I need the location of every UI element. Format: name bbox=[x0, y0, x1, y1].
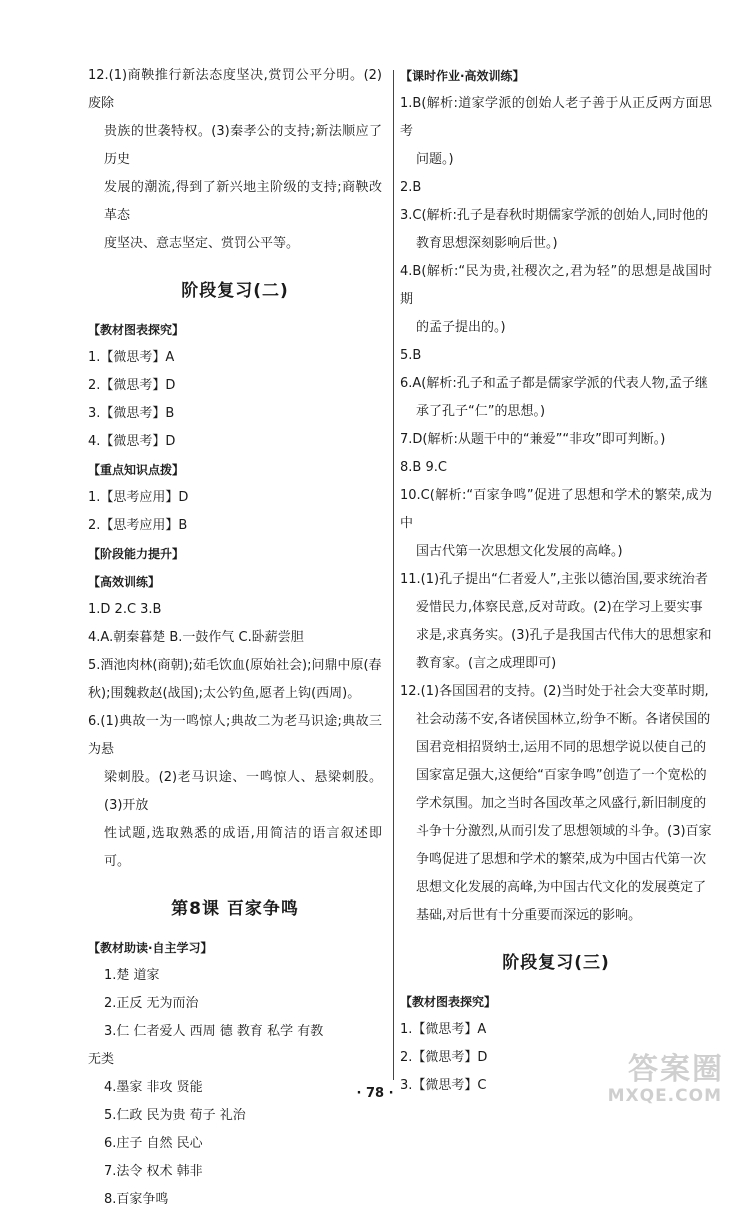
page-number: · 78 · bbox=[356, 1086, 394, 1101]
answer-line: 1.B(解析:道家学派的创始人老子善于从正反两方面思考 bbox=[400, 96, 712, 139]
answer-line: 斗争十分激烈,从而引发了思想领域的斗争。(3)百家 bbox=[416, 824, 712, 839]
answer-line: 的孟子提出的。) bbox=[416, 320, 506, 335]
answer-line: 教育家。(言之成理即可) bbox=[416, 656, 557, 671]
answer-line: 6.庄子 自然 民心 bbox=[104, 1136, 203, 1151]
answer-line: 1.【微思考】A bbox=[88, 350, 175, 365]
answer-line: 国君竞相招贤纳士,运用不同的思想学说以使自己的 bbox=[416, 740, 707, 755]
watermark bbox=[588, 1038, 728, 1110]
answer-line: 6.A(解析:孔子和孟子都是儒家学派的代表人物,孟子继 bbox=[400, 376, 708, 391]
answer-line: 2.【微思考】D bbox=[400, 1050, 488, 1065]
answer-line: 4.B(解析:“民为贵,社稷次之,君为轻”的思想是战国时期 bbox=[400, 264, 712, 307]
answer-line: 承了孔子“仁”的思想。) bbox=[416, 404, 546, 419]
answer-line: 3.【微思考】B bbox=[88, 406, 175, 421]
answer-line: 7.D(解析:从题干中的“兼爱”“非攻”即可判断。) bbox=[400, 432, 666, 447]
answer-line: 6.(1)典故一为一鸣惊人;典故二为老马识途;典故三为悬 bbox=[88, 714, 382, 757]
answer-line: 度坚决、意志坚定、赏罚公平等。 bbox=[104, 236, 300, 251]
answer-line: 4.【微思考】D bbox=[88, 434, 176, 449]
answer-line: 争鸣促进了思想和学术的繁荣,成为中国古代第一次 bbox=[416, 852, 707, 867]
answer-line: 梁刺股。(2)老马识途、一鸣惊人、悬梁刺股。(3)开放 bbox=[104, 770, 382, 813]
section-heading: 第8课 百家争鸣 bbox=[171, 899, 299, 919]
answer-line: 4.A.朝秦暮楚 B.一鼓作气 C.卧薪尝胆 bbox=[88, 630, 304, 645]
answer-line: 1.楚 道家 bbox=[104, 968, 160, 983]
answer-line: 性试题,选取熟悉的成语,用简洁的语言叙述即可。 bbox=[104, 826, 382, 869]
answer-line: 3.C(解析:孔子是春秋时期儒家学派的创始人,同时他的 bbox=[400, 208, 709, 223]
answer-line: 7.法令 权术 韩非 bbox=[104, 1164, 203, 1179]
answer-line: 1.D 2.C 3.B bbox=[88, 602, 162, 617]
section-heading: 阶段复习(二) bbox=[181, 281, 289, 301]
section-tag: 【阶段能力提升】 bbox=[88, 547, 185, 561]
answer-line: 5.仁政 民为贵 荀子 礼治 bbox=[104, 1108, 246, 1123]
watermark-logo-text: 答案圈 bbox=[628, 1052, 724, 1087]
section-tag: 【教材助读·自主学习】 bbox=[88, 941, 213, 955]
right-column bbox=[400, 62, 712, 1100]
answer-line: 12.(1)商鞅推行新法态度坚决,赏罚公平分明。(2)废除 bbox=[88, 68, 382, 111]
answer-line: 8.B 9.C bbox=[400, 460, 447, 475]
answer-line: 2.【微思考】D bbox=[88, 378, 176, 393]
section-tag: 【课时作业·高效训练】 bbox=[400, 69, 525, 83]
answer-line: 爱惜民力,体察民意,反对苛政。(2)在学习上要实事 bbox=[416, 600, 703, 615]
answer-line: 无类 bbox=[88, 1052, 115, 1067]
answer-line: 4.墨家 非攻 贤能 bbox=[104, 1080, 203, 1095]
left-column bbox=[88, 62, 382, 1214]
column-divider bbox=[393, 70, 394, 1080]
section-tag: 【教材图表探究】 bbox=[88, 323, 185, 337]
answer-line: 秋);围魏救赵(战国);太公钓鱼,愿者上钩(西周)。 bbox=[88, 686, 361, 701]
answer-line: 1.【微思考】A bbox=[400, 1022, 487, 1037]
section-tag: 【教材图表探究】 bbox=[400, 995, 497, 1009]
answer-line: 5.酒池肉林(商朝);茹毛饮血(原始社会);问鼎中原(春 bbox=[88, 658, 382, 673]
section-heading: 阶段复习(三) bbox=[502, 953, 610, 973]
section-tag: 【重点知识点拨】 bbox=[88, 463, 185, 477]
answer-line: 1.【思考应用】D bbox=[88, 490, 189, 505]
watermark-url: MXQE.COM bbox=[607, 1086, 722, 1106]
answer-line: 2.【思考应用】B bbox=[88, 518, 188, 533]
answer-line: 基础,对后世有十分重要而深远的影响。 bbox=[416, 908, 642, 923]
answer-line: 社会动荡不安,各诸侯国林立,纷争不断。各诸侯国的 bbox=[416, 712, 711, 727]
answer-line: 问题。) bbox=[416, 152, 454, 167]
answer-line: 思想文化发展的高峰,为中国古代文化的发展奠定了 bbox=[416, 880, 707, 895]
answer-line: 11.(1)孔子提出“仁者爱人”,主张以德治国,要求统治者 bbox=[400, 572, 708, 587]
answer-line: 国家富足强大,这便给“百家争鸣”创造了一个宽松的 bbox=[416, 768, 707, 783]
answer-line: 8.百家争鸣 bbox=[104, 1192, 169, 1207]
answer-line: 教育思想深刻影响后世。) bbox=[416, 236, 558, 251]
answer-line: 国古代第一次思想文化发展的高峰。) bbox=[416, 544, 623, 559]
answer-line: 贵族的世袭特权。(3)秦孝公的支持;新法顺应了历史 bbox=[104, 124, 382, 167]
answer-line: 3.仁 仁者爱人 西周 德 教育 私学 有教 bbox=[104, 1024, 324, 1039]
answer-line: 求是,求真务实。(3)孔子是我国古代伟大的思想家和 bbox=[416, 628, 712, 643]
answer-line: 5.B bbox=[400, 348, 422, 363]
answer-line: 12.(1)各国国君的支持。(2)当时处于社会大变革时期, bbox=[400, 684, 709, 699]
answer-line: 2.B bbox=[400, 180, 422, 195]
answer-line: 2.正反 无为而治 bbox=[104, 996, 199, 1011]
answer-line: 学术氛围。加之当时各国改革之风盛行,新旧制度的 bbox=[416, 796, 707, 811]
answer-line: 发展的潮流,得到了新兴地主阶级的支持;商鞅改革态 bbox=[104, 180, 382, 223]
section-tag: 【高效训练】 bbox=[88, 575, 161, 589]
answer-line: 3.【微思考】C bbox=[400, 1078, 487, 1093]
answer-line: 10.C(解析:“百家争鸣”促进了思想和学术的繁荣,成为中 bbox=[400, 488, 712, 531]
